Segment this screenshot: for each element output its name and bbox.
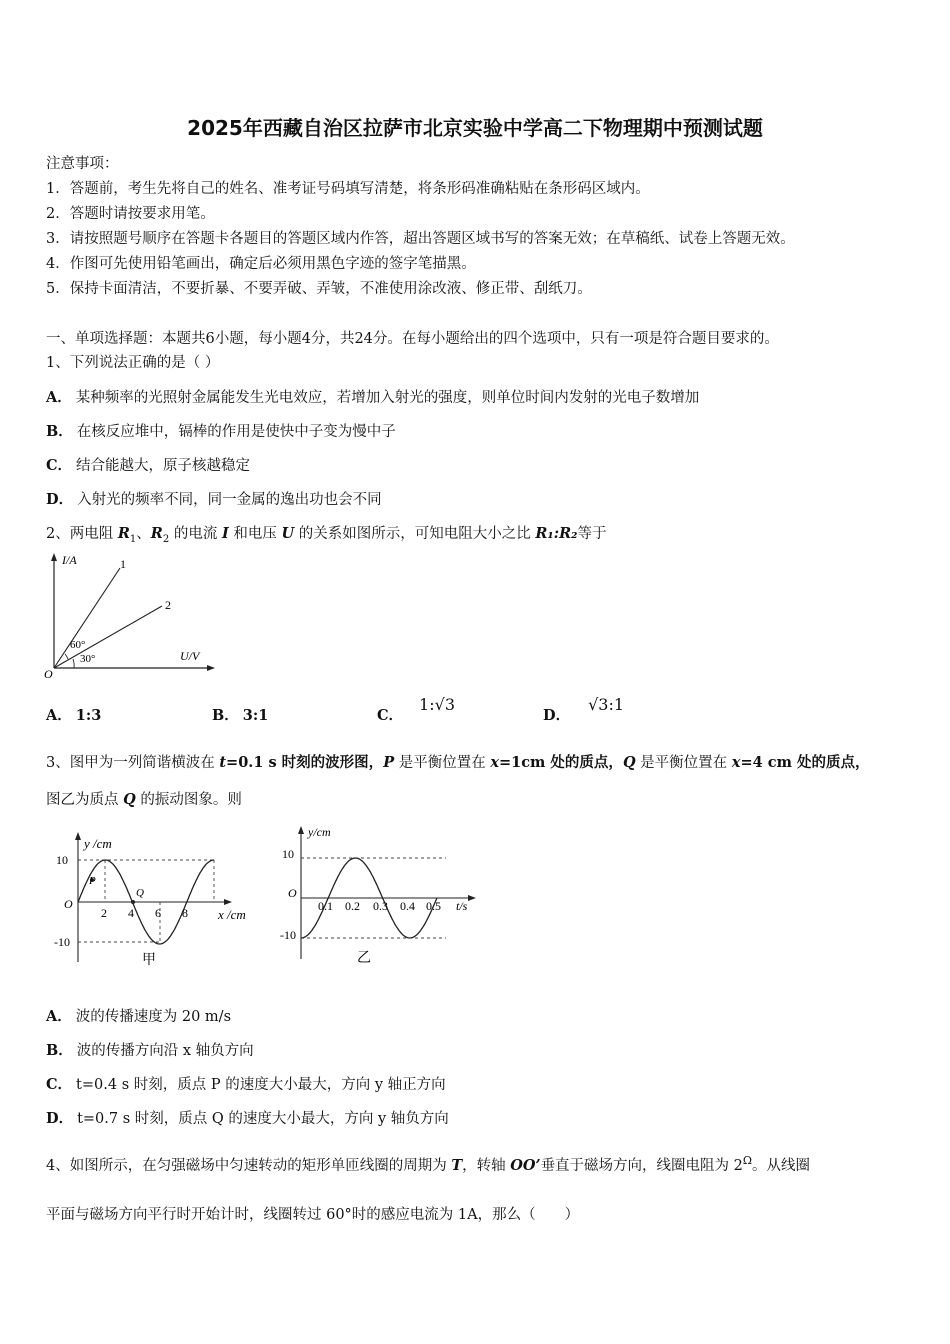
y-label: y /cm — [84, 836, 112, 851]
x-tick: 0.3 — [373, 899, 388, 913]
x-tick: 0.5 — [426, 899, 441, 913]
x-tick: 6 — [155, 906, 161, 920]
q-label: Q — [136, 887, 144, 899]
x-tick: 2 — [101, 906, 107, 920]
point-q — [131, 900, 135, 904]
notice-item: 3．请按照题号顺序在答题卡各题目的答题区域内作答，超出答题区域书写的答案无效；在草稿纸、试卷上答题无效。 — [46, 231, 795, 247]
q1-stem: 1、下列说法正确的是（ ） — [46, 355, 220, 371]
q3-option-d: D． t=0.7 s 时刻，质点 Q 的速度大小最大，方向 y 轴负方向 — [46, 1110, 449, 1127]
y-tick-top: 10 — [56, 853, 68, 867]
y-tick-bottom: -10 — [280, 928, 296, 942]
origin-label: O — [44, 667, 53, 680]
q2-option-c: C．1:√3 — [377, 695, 455, 724]
iu-graph — [40, 550, 220, 680]
x-label: U/V — [180, 649, 200, 663]
notice-item: 1．答题前，考生先将自己的姓名、准考证号码填写清楚，将条形码准确粘贴在条形码区域内。 — [46, 181, 650, 197]
notice-heading: 注意事项： — [46, 156, 119, 172]
x-tick: 4 — [128, 906, 134, 920]
x-tick: 0.1 — [318, 899, 333, 913]
line-2 — [54, 606, 162, 668]
q4-stem-line1: 4、如图所示，在匀强磁场中匀速转动的矩形单匝线圈的周期为 T，转轴 OO’垂直于磁场方向，线圈电阻为 $2^\Omega$。从线圈 — [46, 1154, 811, 1174]
y-axis-arrow — [298, 826, 304, 834]
q3-option-c: C． t=0.4 s 时刻，质点 P 的速度大小最大，方向 y 轴正方向 — [46, 1076, 446, 1093]
y-axis-arrow — [51, 553, 57, 561]
x-axis-arrow — [468, 895, 476, 901]
q3-option-a: A． 波的传播速度为 20 m/s — [46, 1008, 232, 1025]
x-tick: 0.4 — [400, 899, 415, 913]
line-2-label: 2 — [165, 598, 171, 612]
q2-option-b: B． 3:1 — [212, 707, 269, 724]
x-label: x /cm — [218, 907, 246, 922]
x-axis-arrow — [224, 899, 232, 905]
origin-label: O — [288, 886, 297, 900]
notice-item: 2．答题时请按要求用笔。 — [46, 206, 215, 222]
q2-stem: 2、两电阻 $R_1$、$R_2$ 的电流 I 和电压 U 的关系如图所示，可知电阻大小之比 R₁:R₂等于 — [46, 525, 607, 545]
x-axis-arrow — [207, 665, 215, 671]
x-tick: 8 — [182, 906, 188, 920]
angle-30-label: 30° — [80, 653, 96, 665]
angle-arc-30 — [73, 659, 74, 668]
notice-item: 4．作图可先使用铅笔画出，确定后必须用黑色字迹的签字笔描黑。 — [46, 256, 476, 272]
caption: 乙 — [357, 951, 371, 966]
section-heading: 一、单项选择题：本题共6小题，每小题4分，共24分。在每小题给出的四个选项中，只有一项是符合题目要求的。 — [46, 331, 779, 347]
y-label: I/A — [62, 553, 77, 567]
y-axis-arrow — [75, 832, 81, 840]
page-title: 2025年西藏自治区拉萨市北京实验中学高二下物理期中预测试题 — [187, 116, 763, 140]
line-1-label: 1 — [120, 557, 126, 571]
q1-option-c: C． 结合能越大，原子核越稳定 — [46, 457, 251, 474]
notice-item: 5．保持卡面清洁，不要折暴、不要弄破、弄皱，不准使用涂改液、修正带、刮纸刀。 — [46, 281, 592, 297]
y-tick-top: 10 — [282, 847, 294, 861]
origin-label: O — [64, 897, 73, 911]
caption: 甲 — [142, 953, 156, 968]
q1-option-a: A． 某种频率的光照射金属能发生光电效应，若增加入射光的强度，则单位时间内发射的光电子数增加 — [46, 389, 700, 406]
x-tick: 0.2 — [345, 899, 360, 913]
q4-stem-line2: 平面与磁场方向平行时开始计时，线圈转过 60°时的感应电流为 1A，那么（ ） — [46, 1207, 580, 1223]
q2-option-a: A． 1:3 — [46, 707, 102, 724]
wave-graph-a — [48, 826, 268, 971]
q3-option-b: B． 波的传播方向沿 x 轴负方向 — [46, 1042, 254, 1059]
q1-option-d: D． 入射光的频率不同，同一金属的逸出功也会不同 — [46, 491, 382, 508]
vibration-graph-b — [280, 822, 490, 970]
angle-arc-60 — [65, 654, 68, 659]
x-label: t/s — [456, 899, 468, 913]
q3-stem-line1: 3、图甲为一列简谐横波在 t=0.1 s 时刻的波形图，P 是平衡位置在 x=1cm 处的质点，Q 是平衡位置在 x=4 cm 处的质点， — [46, 754, 870, 771]
q2-option-d: D．√3:1 — [543, 695, 625, 724]
y-label: y/cm — [308, 825, 331, 839]
q1-option-b: B． 在核反应堆中，镉棒的作用是使快中子变为慢中子 — [46, 423, 396, 440]
y-tick-bottom: -10 — [54, 935, 70, 949]
p-label: P — [89, 875, 96, 887]
q3-stem-line2: 图乙为质点 Q 的振动图象。则 — [46, 791, 242, 808]
angle-60-label: 60° — [70, 639, 86, 651]
